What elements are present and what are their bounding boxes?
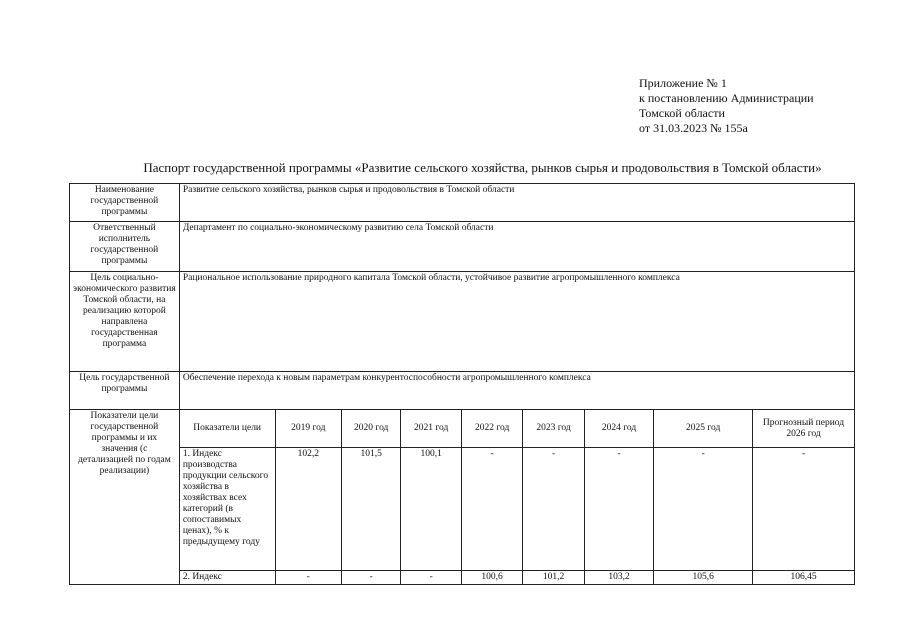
ser-goal-value: Рациональное использование природного капитала Томской области, устойчивое развитие агропромышленного комплекса [179,272,854,372]
row-ser-goal [70,272,855,372]
indicator-header: 2023 год [523,410,584,448]
program-goal-value: Обеспечение перехода к новым параметрам конкурентоспособности агропромышленного комплекса [179,372,854,410]
indicator-value: - [401,571,461,585]
indicator-name: 1. Индекс производства продукции сельского хозяйства в хозяйствах всех категорий (в сопоставимых ценах), % к предыдущему году [179,448,275,571]
row-program-name [70,184,855,222]
indicator-value: 101,5 [342,448,401,571]
indicator-value: - [275,571,341,585]
indicator-value: 102,2 [275,448,341,571]
indicator-header: Прогнозный период 2026 год [753,410,855,448]
indicator-value: 106,45 [753,571,855,585]
appendix-block [639,76,889,136]
table-row [70,571,855,585]
passport-table [69,183,855,585]
row-indicator-headers [70,410,855,448]
indicator-header: 2025 год [654,410,753,448]
indicator-header: 2022 год [461,410,522,448]
appendix-line-3: Томской области [639,106,725,120]
indicator-value: 100,6 [461,571,522,585]
indicator-header: Показатели цели [179,410,275,448]
program-name-label: Наименование государственной программы [70,184,180,222]
program-name-value: Развитие сельского хозяйства, рынков сырья и продовольствия в Томской области [179,184,854,222]
ser-goal-label: Цель социально-экономического развития Томской области, на реализацию которой направлена государственная программа [70,272,180,372]
indicator-header: 2021 год [401,410,461,448]
appendix-line-2: к постановлению Администрации [639,91,814,105]
executor-label: Ответственный исполнитель государственной программы [70,222,180,272]
indicator-value: - [342,571,401,585]
indicator-value: 103,2 [584,571,654,585]
executor-value: Департамент по социально-экономическому развитию села Томской области [179,222,854,272]
indicator-value: - [523,448,584,571]
row-executor [70,222,855,272]
indicator-value: 101,2 [523,571,584,585]
indicator-name: 2. Индекс [179,571,275,585]
indicator-value: 105,6 [654,571,753,585]
indicator-value: - [753,448,855,571]
indicator-value: - [654,448,753,571]
appendix-line-1: Приложение № 1 [639,76,727,90]
indicator-value: - [584,448,654,571]
program-goal-label: Цель государственной программы [70,372,180,410]
table-row [70,448,855,571]
row-program-goal [70,372,855,410]
indicator-value: - [461,448,522,571]
indicators-label: Показатели цели государственной программы и их значения (с детализацией по годам реализации) [70,410,180,585]
document-title: Паспорт государственной программы «Развитие сельского хозяйства, рынков сырья и продовольствия в Томской области» [143,160,822,175]
indicator-header: 2024 год [584,410,654,448]
appendix-line-4: от 31.03.2023 № 155а [639,121,748,135]
indicator-header: 2020 год [342,410,401,448]
indicator-header: 2019 год [275,410,341,448]
indicator-value: 100,1 [401,448,461,571]
